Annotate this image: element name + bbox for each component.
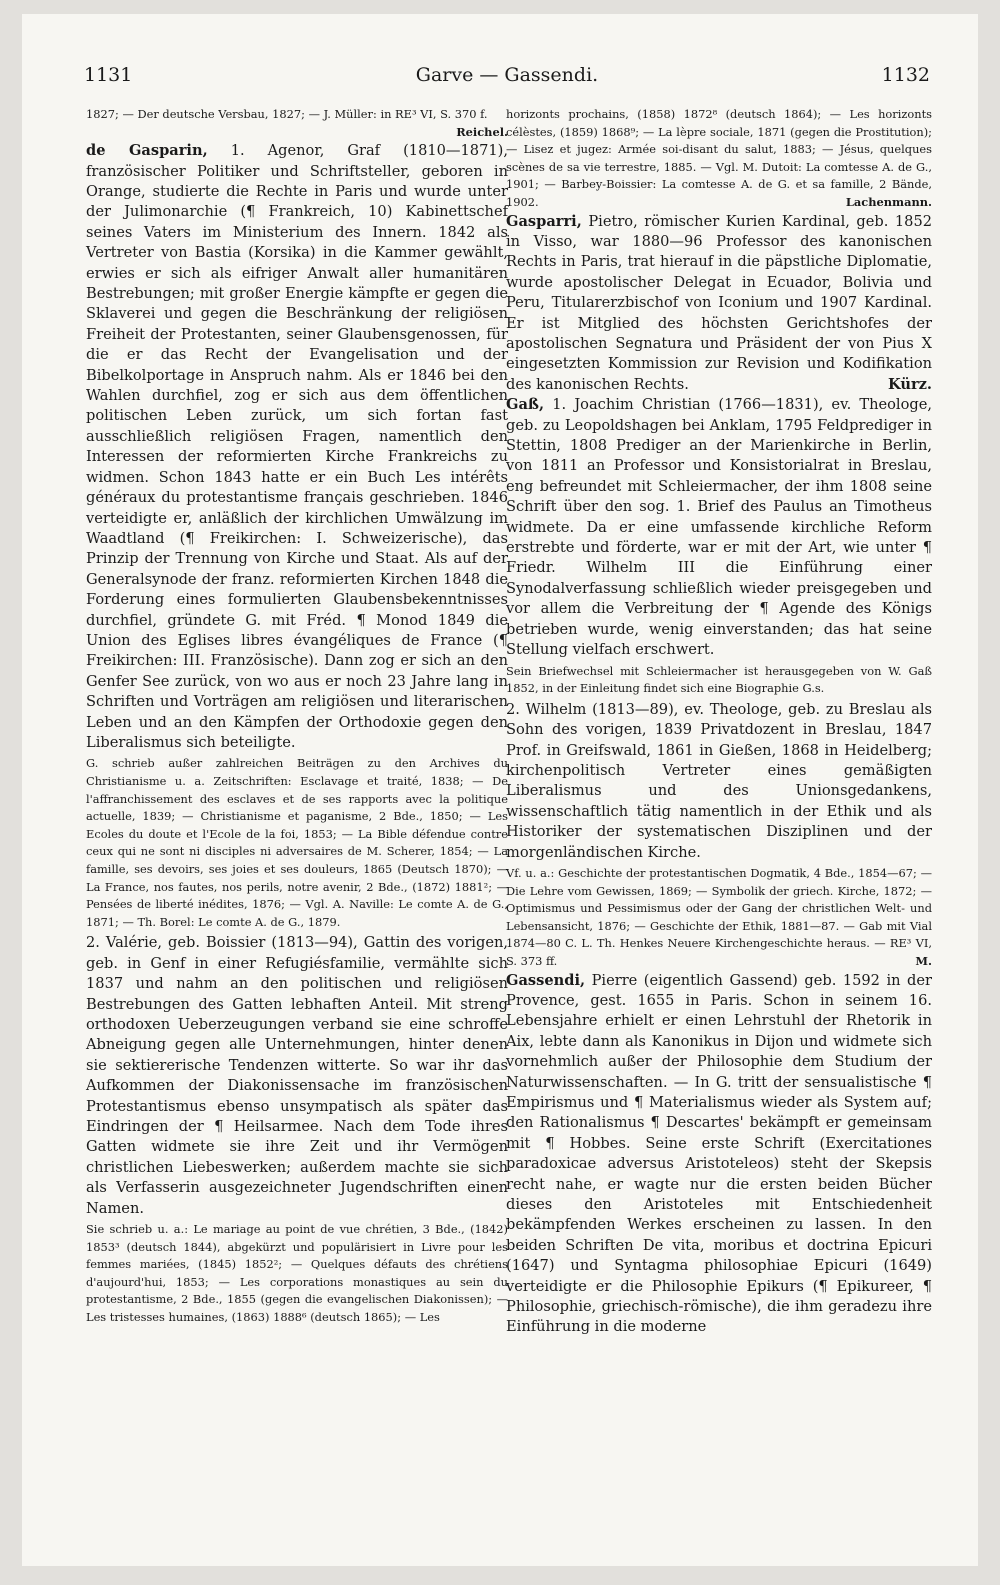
entry-bibliography-continued: [506, 106, 932, 212]
right-column: [506, 106, 932, 1338]
entry-headword: Gaß,: [506, 396, 545, 414]
entry-gasparri: [506, 212, 932, 396]
page-number-right: 1132: [881, 64, 930, 86]
entry-gass-wilhelm: 2. Wilhelm (1813—89), ev. Theologe, geb. zu Breslau als Sohn des vorigen, 1839 Privatdozent in Breslau, 1847 Prof. in Greifswald, 1861 in Gießen, 1868 in Heidelberg; kirchenpolitisch Vertreter eines gemäßigten Liberalismus und des Unionsgedankens, wissenschaftlich tätig namentlich in der Ethik und als Historiker der systematischen Disziplinen und der morgenländischen Kirche.: [506, 700, 932, 861]
entry-headword: Gasparri,: [506, 212, 582, 230]
author-signature: Reichel.: [456, 124, 508, 139]
page-header: [84, 64, 930, 98]
reference-text: 1827; — Der deutsche Versbau, 1827; — J. Müller: in RE³ VI, S. 370 f.: [86, 107, 488, 121]
entry-gasparin: [86, 141, 508, 753]
entry-headword: Gassendi,: [506, 971, 586, 989]
running-title: Garve — Gassendi.: [415, 64, 599, 86]
bibliography-text: horizonts prochains, (1858) 1872⁸ (deutsch 1864); — Les horizonts célèstes, (1859) 1868⁹; — La lèpre sociale, 1871 (gegen die Prostitution); — Lisez et jugez: Armée soi-disant du salut, 1883; — Jésus, quelques scènes de sa vie terrestre, 1885. — Vgl. M. Dutoit: La comtesse A. de G., 1901; — Barbey-Boissier: La comtesse A. de G. et sa famille, 2 Bände, 1902.: [506, 107, 932, 209]
entry-gass: [506, 395, 932, 660]
entry-note: Sein Briefwechsel mit Schleiermacher ist herausgegeben von W. Gaß 1852, in der Einleitung findet sich eine Biographie G.s.: [506, 663, 932, 696]
entry-bibliography: G. schrieb außer zahlreichen Beiträgen zu den Archives du Christianisme u. a. Zeitschriften: Esclavage et traité, 1838; — De l'affranchissement des esclaves et de ses rapports avec la politique actuelle, 1839; — Christianisme et paganisme, 2 Bde., 1850; — Les Ecoles du doute et l'Ecole de la foi, 1853; — La Bible défendue contre ceux qui ne sont ni disciples ni adversaires de M. Scherer, 1854; — La famille, ses devoirs, ses joies et ses douleurs, 1865 (Deutsch 1870); — La France, nos fautes, nos perils, notre avenir, 2 Bde., (1872) 1881²; — Pensées de liberté inédites, 1876; — Vgl. A. Naville: Le comte A. de G., 1871; — Th. Borel: Le comte A. de G., 1879.: [86, 756, 508, 929]
author-signature: M.: [915, 953, 932, 968]
entry-bibliography: Sie schrieb u. a.: Le mariage au point de vue chrétien, 3 Bde., (1842) 1853³ (deutsch 1844), abgekürzt und populärisiert in Livre pour les femmes mariées, (1845) 1852²; — Quelques défauts des chrétiens d'aujourd'hui, 1853; — Les corporations monastiques au sein du protestantisme, 2 Bde., 1855 (gegen die evangelischen Diakonissen); — Les tristesses humaines, (1863) 1888⁶ (deutsch 1865); — Les: [86, 1222, 508, 1324]
entry-text: Pierre (eigentlich Gassend) geb. 1592 in der Provence, gest. 1655 in Paris. Schon in seinem 16. Lebensjahre erhielt er einen Lehrstuhl der Rhetorik in Aix, lebte dann als Kanonikus in Dijon und widmete sich vornehmlich außer der Philosophie dem Studium der Naturwissenschaften. — In G. tritt der sensualistische ¶ Empirismus und ¶ Materialismus wieder als System auf; den Rationalismus ¶ Descartes' bekämpft er gemeinsam mit ¶ Hobbes. Seine erste Schrift (Exercitationes paradoxicae adversus Aristoteleos) steht der Skepsis recht nahe, er wagte nur die ersten beiden Bücher dieses den Aristoteles mit Entschiedenheit bekämpfenden Werkes erscheinen zu lassen. In den beiden Schriften De vita, moribus et doctrina Epicuri (1647) und Syntagma philosophiae Epicuri (1649) verteidigte er die Philosophie Epikurs (¶ Epikureer, ¶ Philosophie, griechisch-römische), die ihm geradezu ihre Einführung in die moderne: [506, 971, 932, 1336]
entry-bibliography: [506, 865, 932, 971]
entry-valerie: 2. Valérie, geb. Boissier (1813—94), Gattin des vorigen, geb. in Genf in einer Refugiésfamilie, vermählte sich 1837 und nahm an den politischen und religiösen Bestrebungen des Gatten lebhaften Anteil. Mit streng orthodoxen Ueberzeugungen verband sie eine schroffe Abneigung gegen alle Unternehmungen, hinter denen sie sektiererische Tendenzen witterte. So war ihr das Aufkommen der Diakonissensache im französischen Protestantismus ebenso unsympatisch als später das Eindringen der ¶ Heilsarmee. Nach dem Tode ihres Gatten widmete sie ihre Zeit und ihr Vermögen christlichen Liebeswerken; außerdem machte sie sich als Verfasserin ausgezeichneter Jugendschriften einen Namen.: [86, 934, 508, 1217]
entry-text: 1. Joachim Christian (1766—1831), ev. Theologe, geb. zu Leopoldshagen bei Anklam, 1795 Feldprediger in Stettin, 1808 Prediger an der Marienkirche in Berlin, von 1811 an Professor und Konsistorialrat in Breslau, eng befreundet mit Schleiermacher, der ihm 1808 seine Schrift über den sog. 1. Brief des Paulus an Timotheus widmete. Da er eine umfassende kirchliche Reform erstrebte und förderte, war er mit der Art, wie unter ¶ Friedr. Wilhelm III die Einführung einer Synodalverfassung schließlich wieder preisgegeben und vor allem die Verbreitung der ¶ Agende des Königs betrieben wurde, wenig einverstanden; das hat seine Stellung vielfach erschwert.: [506, 396, 932, 659]
book-page: [22, 14, 978, 1566]
entry-text: Pietro, römischer Kurien Kardinal, geb. 1852 in Visso, war 1880—96 Professor des kanonischen Rechts in Paris, trat hierauf in die päpstliche Diplomatie, wurde apostolischer Delegat in Ecuador, Bolivia und Peru, Titularerzbischof von Iconium und 1907 Kardinal. Er ist Mitglied des höchsten Gerichtshofes der apostolischen Segnatura und Präsident der von Pius X eingesetzten Kommission zur Revision und Kodifikation des kanonischen Rechts.: [506, 212, 933, 393]
author-signature: Lachenmann.: [845, 194, 932, 209]
entry-text: 1. Agenor, Graf (1810—1871), französischer Politiker und Schriftsteller, geboren in Orange, studierte die Rechte in Paris und wurde unter der Julimonarchie (¶ Frankreich, 10) Kabinettschef seines Vaters im Ministerium des Innern. 1842 als Vertreter von Bastia (Korsika) in die Kammer gewählt, erwies er sich als eifriger Anwalt aller humanitären Bestrebungen; mit großer Energie kämpfte er gegen die Sklaverei und gegen die Beschränkung der religiösen Freiheit der Protestanten, seiner Glaubensgenossen, für die er das Recht der Evangelisation und der Bibelkolportage in Anspruch nahm. Als er 1846 bei den Wahlen durchfiel, zog er sich aus dem öffentlichen politischen Leben zurück, um sich fortan fast ausschließlich religiösen Fragen, namentlich den Interessen der reformierten Kirche Frankreichs zu widmen. Schon 1843 hatte er ein Buch Les intérêts généraux du protestantisme français geschrieben. 1846 verteidigte er, anläßlich der kirchlichen Umwälzung im Waadtland (¶ Freikirchen: I. Schweizerische), das Prinzip der Trennung von Kirche und Staat. Als auf der Generalsynode der franz. reformierten Kirchen 1848 die Forderung eines formulierten Glaubensbekenntnisses durchfiel, gründete G. mit Fréd. ¶ Monod 1849 die Union des Eglises libres évangéliques de France (¶ Freikirchen: III. Französische). Dann zog er sich an den Genfer See zurück, von wo aus er noch 23 Jahre lang in Schriften und Vorträgen am religiösen und literarischen Leben und an den Kämpfen der Orthodoxie gegen den Liberalismus sich beteiligte.: [86, 142, 508, 751]
left-column: [86, 106, 508, 1327]
entry-headword: de Gasparin,: [86, 142, 208, 160]
bibliography-text: Vf. u. a.: Geschichte der protestantischen Dogmatik, 4 Bde., 1854—67; — Die Lehre vom Gewissen, 1869; — Symbolik der griech. Kirche, 1872; — Optimismus und Pessimismus oder der Gang der christlichen Welt- und Lebensansicht, 1876; — Geschichte der Ethik, 1881—87. — Gab mit Vial 1874—80 C. L. Th. Henkes Neuere Kirchengeschichte heraus. — RE³ VI, S. 373 ff.: [506, 865, 932, 968]
entry-reference: [86, 106, 508, 139]
entry-gassendi: [506, 971, 932, 1338]
author-signature: Kürz.: [887, 375, 932, 393]
page-number-left: 1131: [84, 64, 133, 86]
